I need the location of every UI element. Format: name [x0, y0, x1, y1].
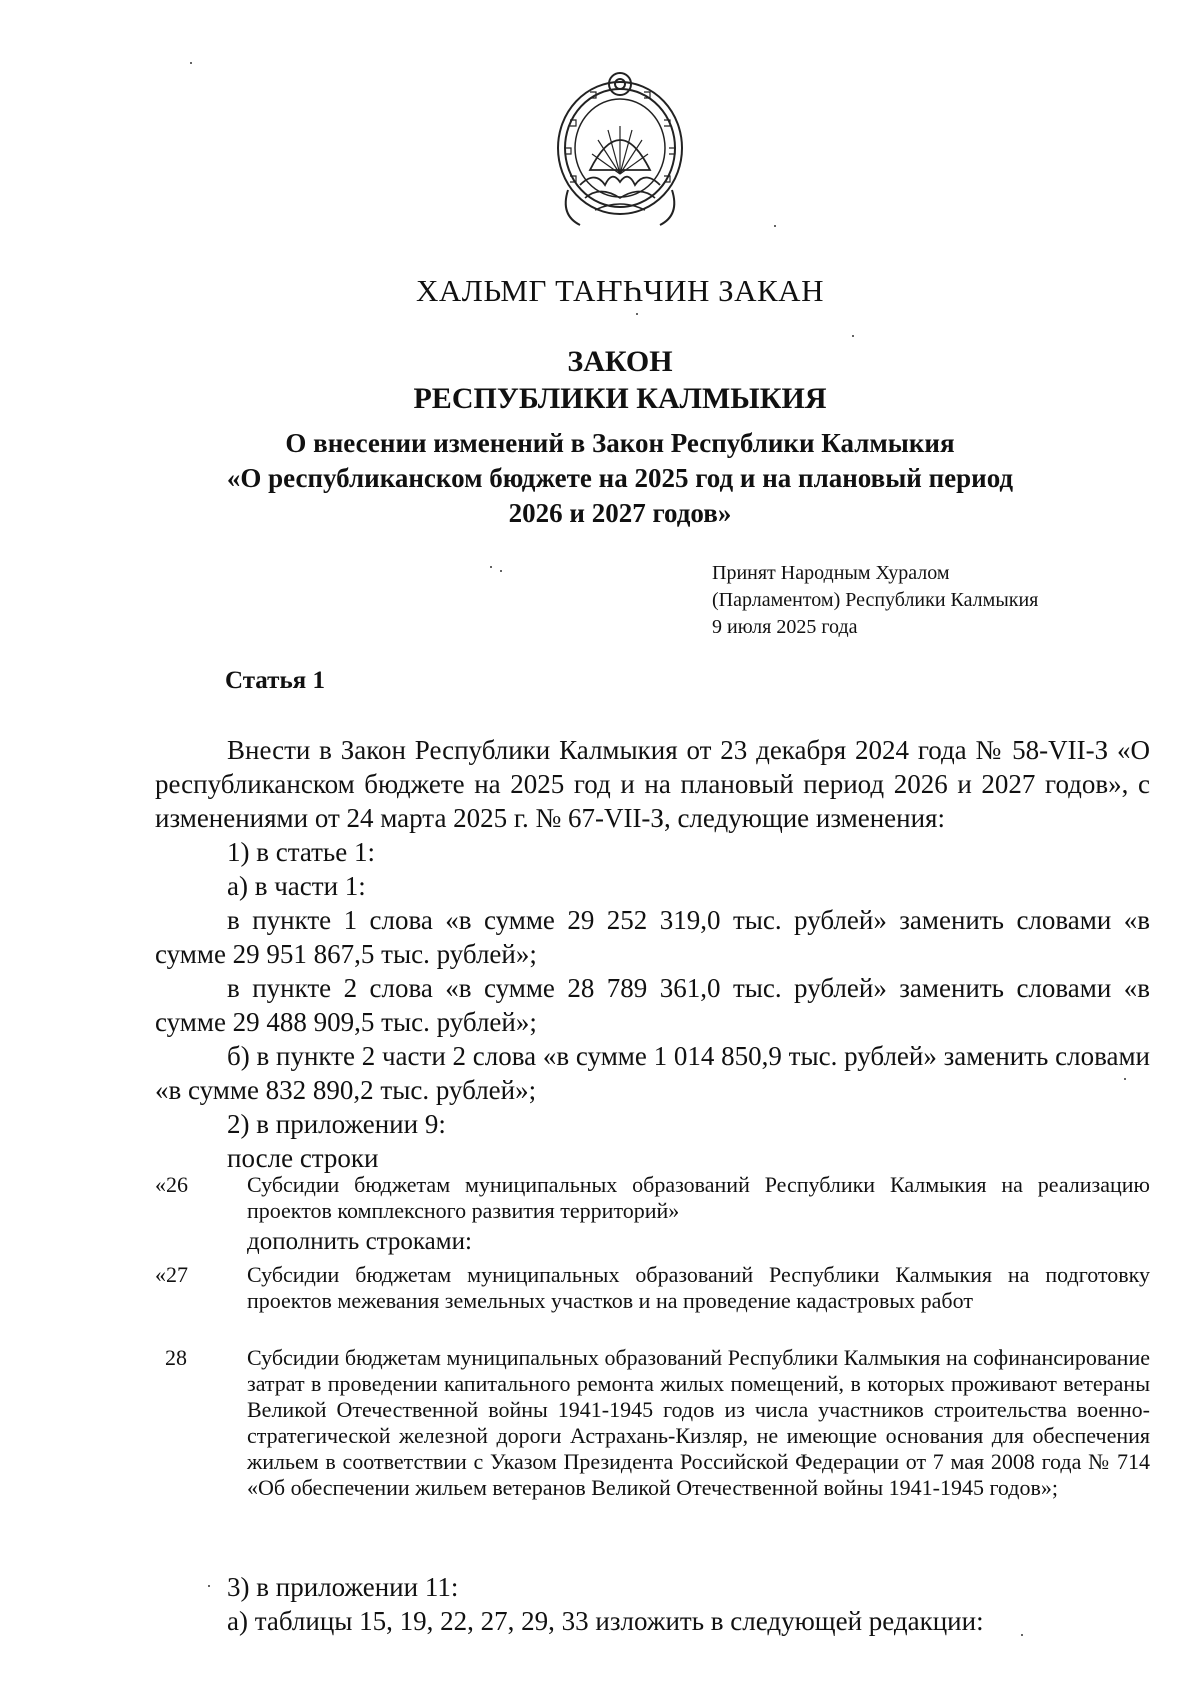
row-text: Субсидии бюджетам муниципальных образований Республики Калмыкия на подготовку проектов межевания земельных участков и на проведение кадастровых работ — [247, 1262, 1150, 1313]
paragraph-supplement: дополнить строками: — [247, 1228, 472, 1255]
paragraph-point-1: в пункте 1 слова «в сумме 29 252 319,0 тыс. рублей» заменить словами «в сумме 29 951 867,5 тыс. рублей»; — [155, 905, 1150, 969]
intro-paragraph: Внести в Закон Республики Калмыкия от 23 декабря 2024 года № 58-VII-З «О республиканском бюджете на 2025 год и на плановый период 2026 и 2027 годов», с изменениями от 24 марта 2025 г. № 67-VII-З, следующие изменения: — [155, 735, 1150, 833]
kalmyk-title: ХАЛЬМГ ТАҤҺЧИН ЗАКАН — [416, 273, 824, 308]
article-title: Статья 1 — [225, 667, 325, 694]
row-number: 28 — [165, 1345, 187, 1370]
paragraph-point-2: в пункте 2 слова «в сумме 28 789 361,0 тыс. рублей» заменить словами «в сумме 29 488 909,5 тыс. рублей»; — [155, 973, 1150, 1037]
coat-of-arms-emblem — [550, 70, 690, 235]
paragraph-item-3: 3) в приложении 11: — [227, 1572, 459, 1602]
row-number: «26 — [155, 1172, 188, 1197]
adoption-line-1: Принят Народным Хуралом — [712, 562, 950, 584]
law-label: ЗАКОН — [567, 345, 673, 378]
paragraph-item-b: б) в пункте 2 части 2 слова «в сумме 1 014 850,9 тыс. рублей» заменить словами «в сумме 832 890,2 тыс. рублей»; — [155, 1041, 1150, 1105]
republic-title: РЕСПУБЛИКИ КАЛМЫКИЯ — [413, 382, 827, 415]
paragraph-after-row: после строки — [227, 1143, 379, 1173]
law-subject-line-2: «О республиканском бюджете на 2025 год и на плановый период — [226, 463, 1014, 493]
adoption-note — [712, 560, 1038, 641]
row-text: Субсидии бюджетам муниципальных образований Республики Калмыкия на софинансирование затрат в проведении капитального ремонта жилых помещений, в которых проживают ветераны Великой Отечественной войны 1941-1945 годов из числа участников строительства военно-стратегической железной дороги Астрахань-Кизляр, не имеющие основания для обеспечения жильем в соответствии с Указом Президента Российской Федерации от 7 мая 2008 года № 714 «Об обеспечении жильем ветеранов Великой Отечественной войны 1941-1945 годов»; — [247, 1345, 1150, 1500]
row-text: Субсидии бюджетам муниципальных образований Республики Калмыкия на реализацию проектов комплексного развития территорий» — [247, 1172, 1150, 1223]
paragraph-item-1: 1) в статье 1: — [227, 837, 375, 867]
adoption-line-2: (Парламентом) Республики Калмыкия — [712, 589, 1039, 611]
row-number: «27 — [155, 1262, 188, 1287]
paragraph-item-2: 2) в приложении 9: — [227, 1109, 446, 1139]
law-subject-line-3: 2026 и 2027 годов» — [508, 498, 732, 528]
law-subject-line-1: О внесении изменений в Закон Республики Калмыкия — [285, 428, 955, 458]
paragraph-item-a: а) в части 1: — [227, 871, 366, 901]
adoption-line-3: 9 июля 2025 года — [712, 616, 858, 638]
paragraph-item-3a: а) таблицы 15, 19, 22, 27, 29, 33 изложить в следующей редакции: — [227, 1606, 984, 1636]
